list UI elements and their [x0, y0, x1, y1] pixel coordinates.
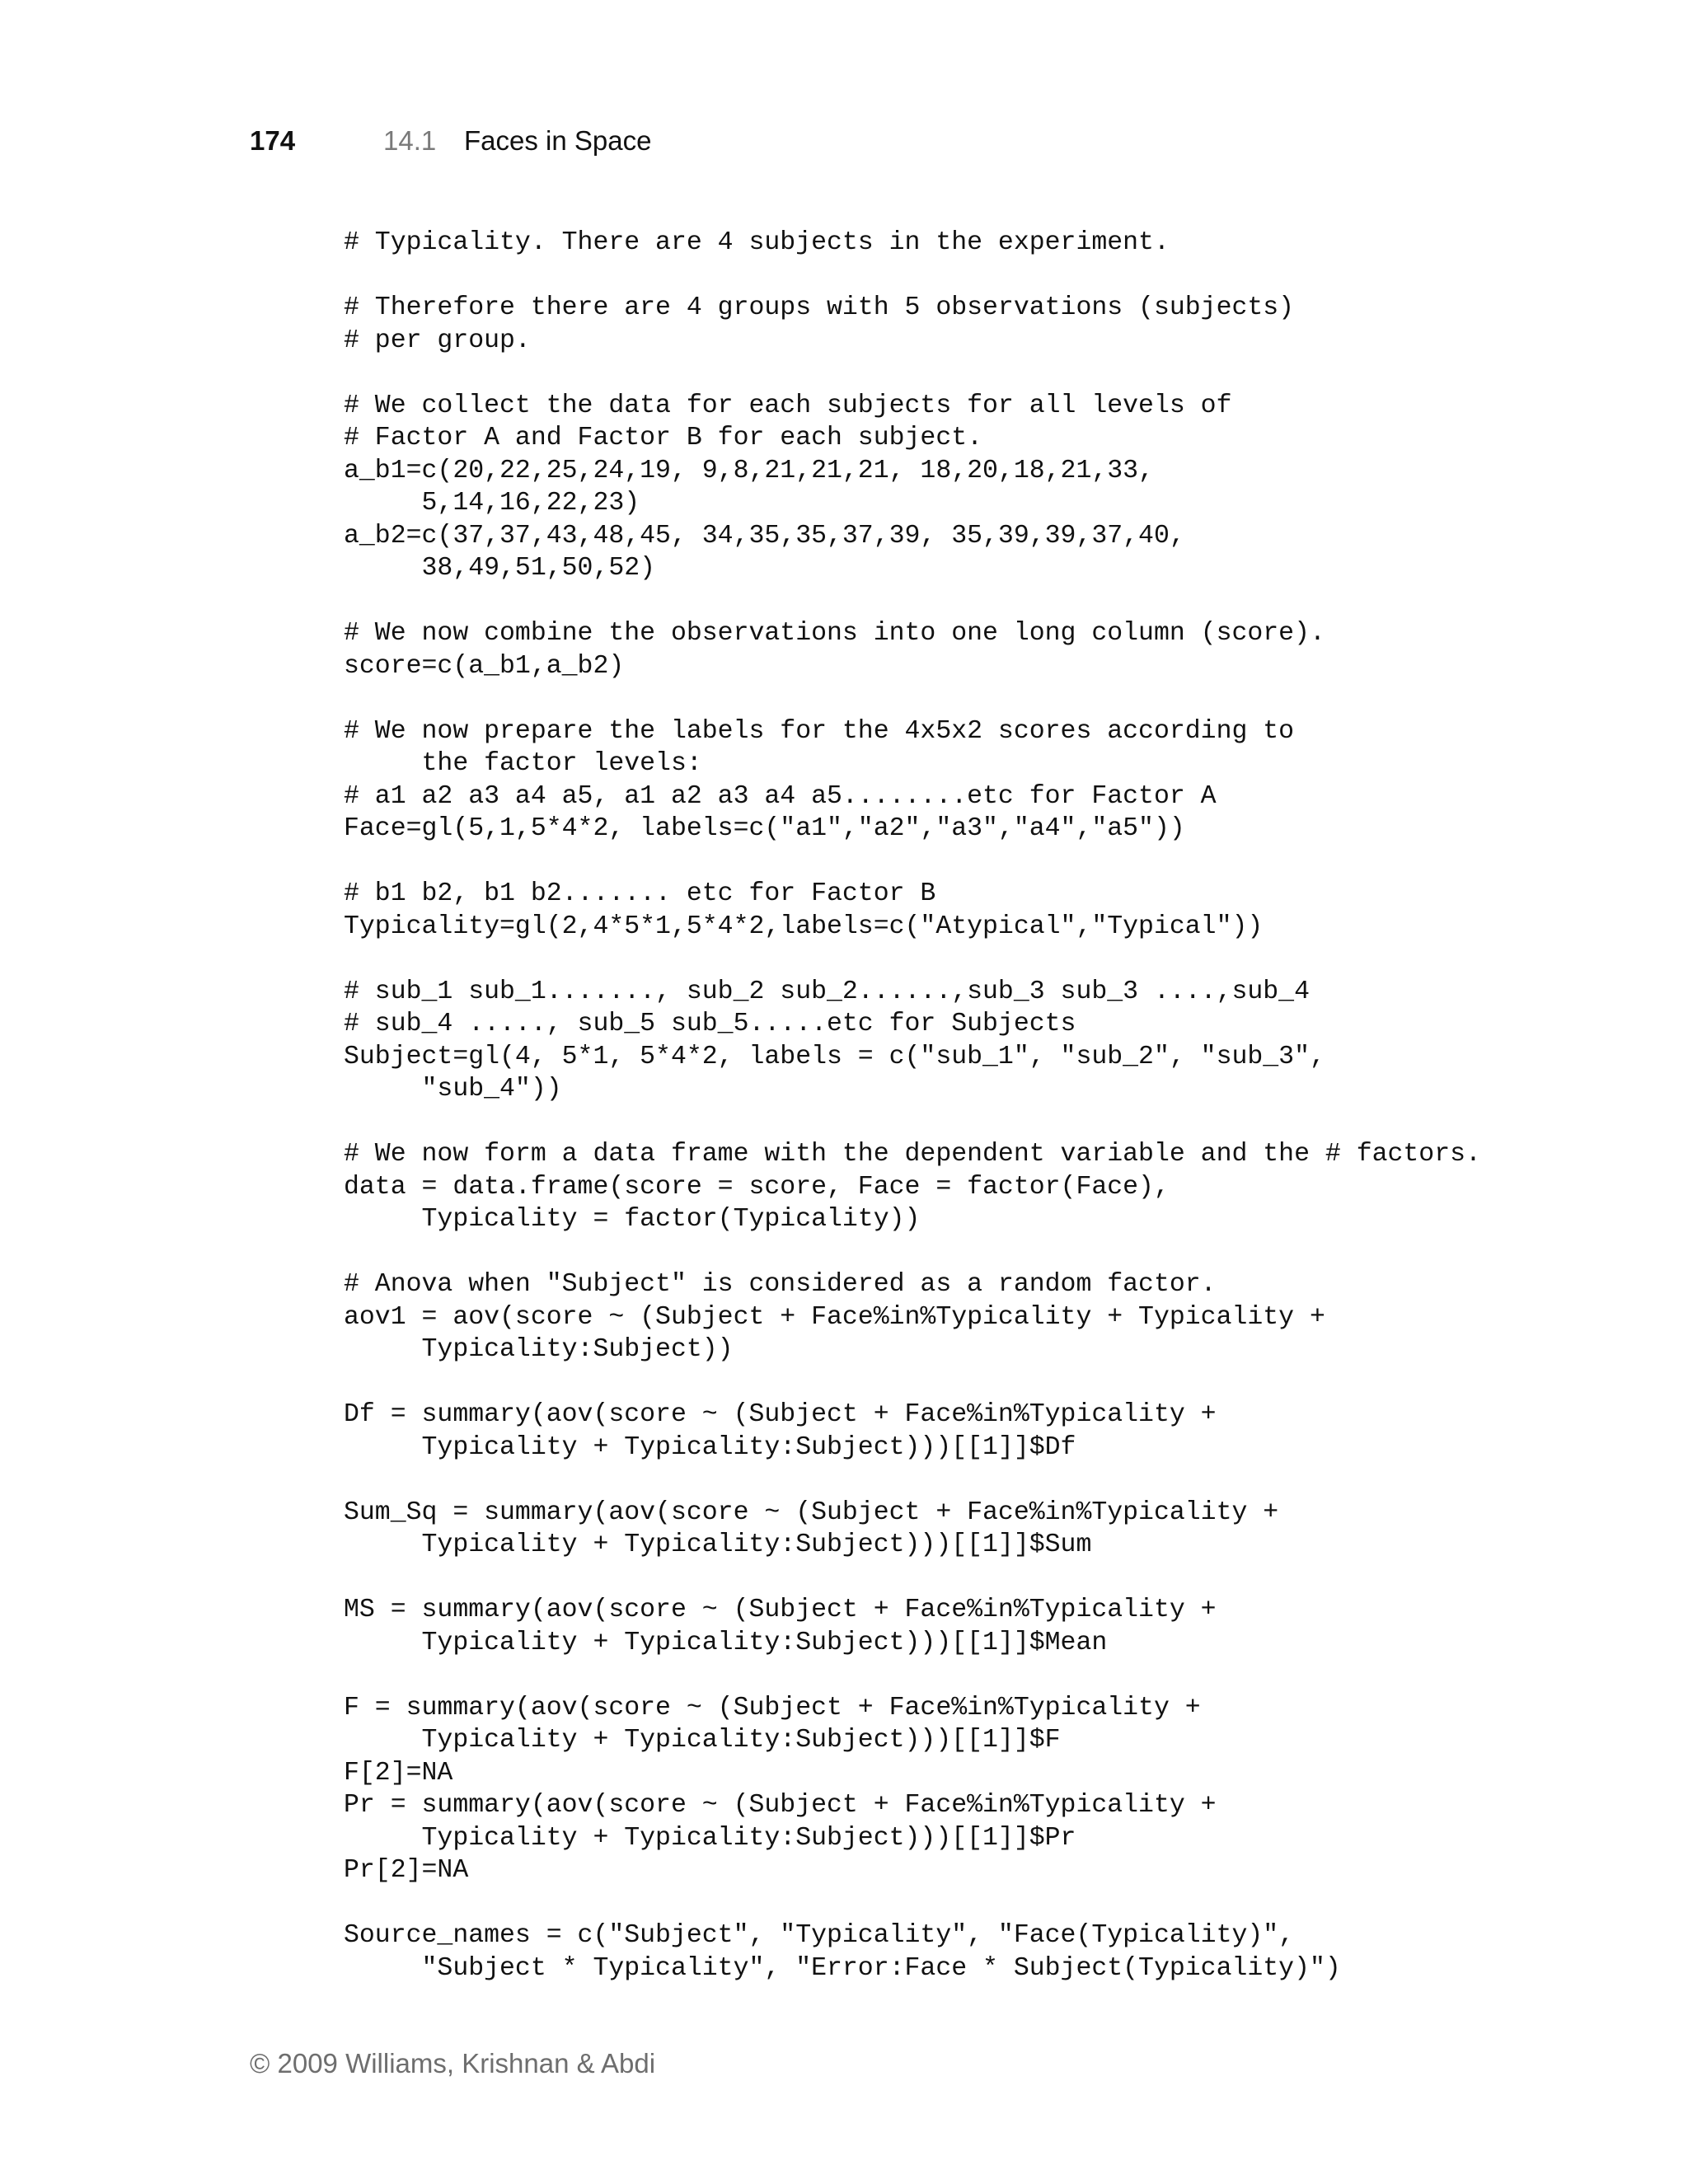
code-line: "sub_4")): [344, 1075, 562, 1104]
code-line: [344, 682, 1481, 715]
code-line: [344, 1236, 1481, 1269]
code-line: Subject=gl(4, 5*1, 5*4*2, labels = c("sub_1", "sub_2", "sub_3",: [344, 1042, 1325, 1071]
code-line: MS = summary(aov(score ~ (Subject + Face%in%Typicality +: [344, 1596, 1217, 1624]
code-line: Typicality=gl(2,4*5*1,5*4*2,labels=c("Atypical","Typical")): [344, 912, 1264, 941]
code-line: [344, 1106, 1481, 1139]
code-line: Typicality + Typicality:Subject)))[[1]]$Mean: [344, 1628, 1108, 1657]
code-line: data = data.frame(score = score, Face = factor(Face),: [344, 1172, 1170, 1202]
code-line: [344, 260, 1481, 293]
code-line: Typicality + Typicality:Subject)))[[1]]$F: [344, 1726, 1061, 1755]
code-line: [344, 1562, 1481, 1595]
code-line: [344, 585, 1481, 618]
section-number: 14.1: [383, 125, 437, 156]
code-line: 38,49,51,50,52): [344, 554, 656, 583]
code-line: 5,14,16,22,23): [344, 489, 640, 518]
code-line: "Subject * Typicality", "Error:Face * Subject(Typicality)"): [344, 1953, 1341, 1983]
code-line: Typicality + Typicality:Subject)))[[1]]$Sum: [344, 1530, 1092, 1559]
code-line: # Factor A and Factor B for each subject.: [344, 424, 983, 452]
code-line: Df = summary(aov(score ~ (Subject + Face%in%Typicality +: [344, 1400, 1217, 1429]
code-line: F = summary(aov(score ~ (Subject + Face%in%Typicality +: [344, 1693, 1201, 1722]
code-line: Pr = summary(aov(score ~ (Subject + Face%in%Typicality +: [344, 1791, 1217, 1820]
code-line: [344, 1659, 1481, 1692]
page-header: [250, 125, 651, 166]
code-line: [344, 943, 1481, 976]
code-line: # We now form a data frame with the dependent variable and the # factors.: [344, 1140, 1481, 1169]
code-line: Sum_Sq = summary(aov(score ~ (Subject + Face%in%Typicality +: [344, 1497, 1279, 1527]
code-line: a_b2=c(37,37,43,48,45, 34,35,35,37,39, 35,39,39,37,40,: [344, 521, 1185, 551]
code-line: Typicality:Subject)): [344, 1335, 734, 1364]
code-line: F[2]=NA: [344, 1758, 453, 1788]
code-line: [344, 846, 1481, 879]
code-line: # b1 b2, b1 b2....... etc for Factor B: [344, 879, 936, 908]
code-line: [344, 1366, 1481, 1399]
code-line: the factor levels:: [344, 749, 702, 778]
code-line: [344, 1887, 1481, 1920]
code-line: Typicality + Typicality:Subject)))[[1]]$Pr: [344, 1823, 1076, 1853]
code-line: a_b1=c(20,22,25,24,19, 9,8,21,21,21, 18,20,18,21,33,: [344, 456, 1154, 485]
code-listing: [344, 227, 1481, 1985]
code-line: # We now prepare the labels for the 4x5x2 scores according to: [344, 716, 1295, 746]
code-line: [344, 1464, 1481, 1497]
code-line: Typicality + Typicality:Subject)))[[1]]$Df: [344, 1432, 1076, 1462]
code-line: # Therefore there are 4 groups with 5 observations (subjects): [344, 293, 1295, 322]
code-line: # We now combine the observations into one long column (score).: [344, 619, 1325, 648]
code-line: # Anova when "Subject" is considered as a random factor.: [344, 1270, 1217, 1299]
code-line: # a1 a2 a3 a4 a5, a1 a2 a3 a4 a5........etc for Factor A: [344, 781, 1217, 811]
page-number: 174: [250, 125, 296, 156]
code-line: Typicality = factor(Typicality)): [344, 1205, 921, 1234]
code-line: # per group.: [344, 326, 531, 355]
code-line: Face=gl(5,1,5*4*2, labels=c("a1","a2","a3","a4","a5")): [344, 814, 1185, 843]
code-line: Source_names = c("Subject", "Typicality", "Face(Typicality)",: [344, 1921, 1295, 1950]
copyright-footer: © 2009 Williams, Krishnan & Abdi: [250, 2048, 656, 2079]
section-title: Faces in Space: [464, 125, 652, 156]
code-line: # sub_1 sub_1......., sub_2 sub_2......,sub_3 sub_3 ....,sub_4: [344, 977, 1310, 1006]
code-line: # sub_4 ....., sub_5 sub_5.....etc for Subjects: [344, 1010, 1076, 1038]
code-line: score=c(a_b1,a_b2): [344, 651, 625, 681]
code-line: aov1 = aov(score ~ (Subject + Face%in%Typicality + Typicality +: [344, 1302, 1325, 1332]
code-line: # We collect the data for each subjects for all levels of: [344, 391, 1232, 420]
code-line: Pr[2]=NA: [344, 1856, 469, 1885]
code-line: # Typicality. There are 4 subjects in the experiment.: [344, 228, 1170, 257]
code-line: [344, 357, 1481, 390]
